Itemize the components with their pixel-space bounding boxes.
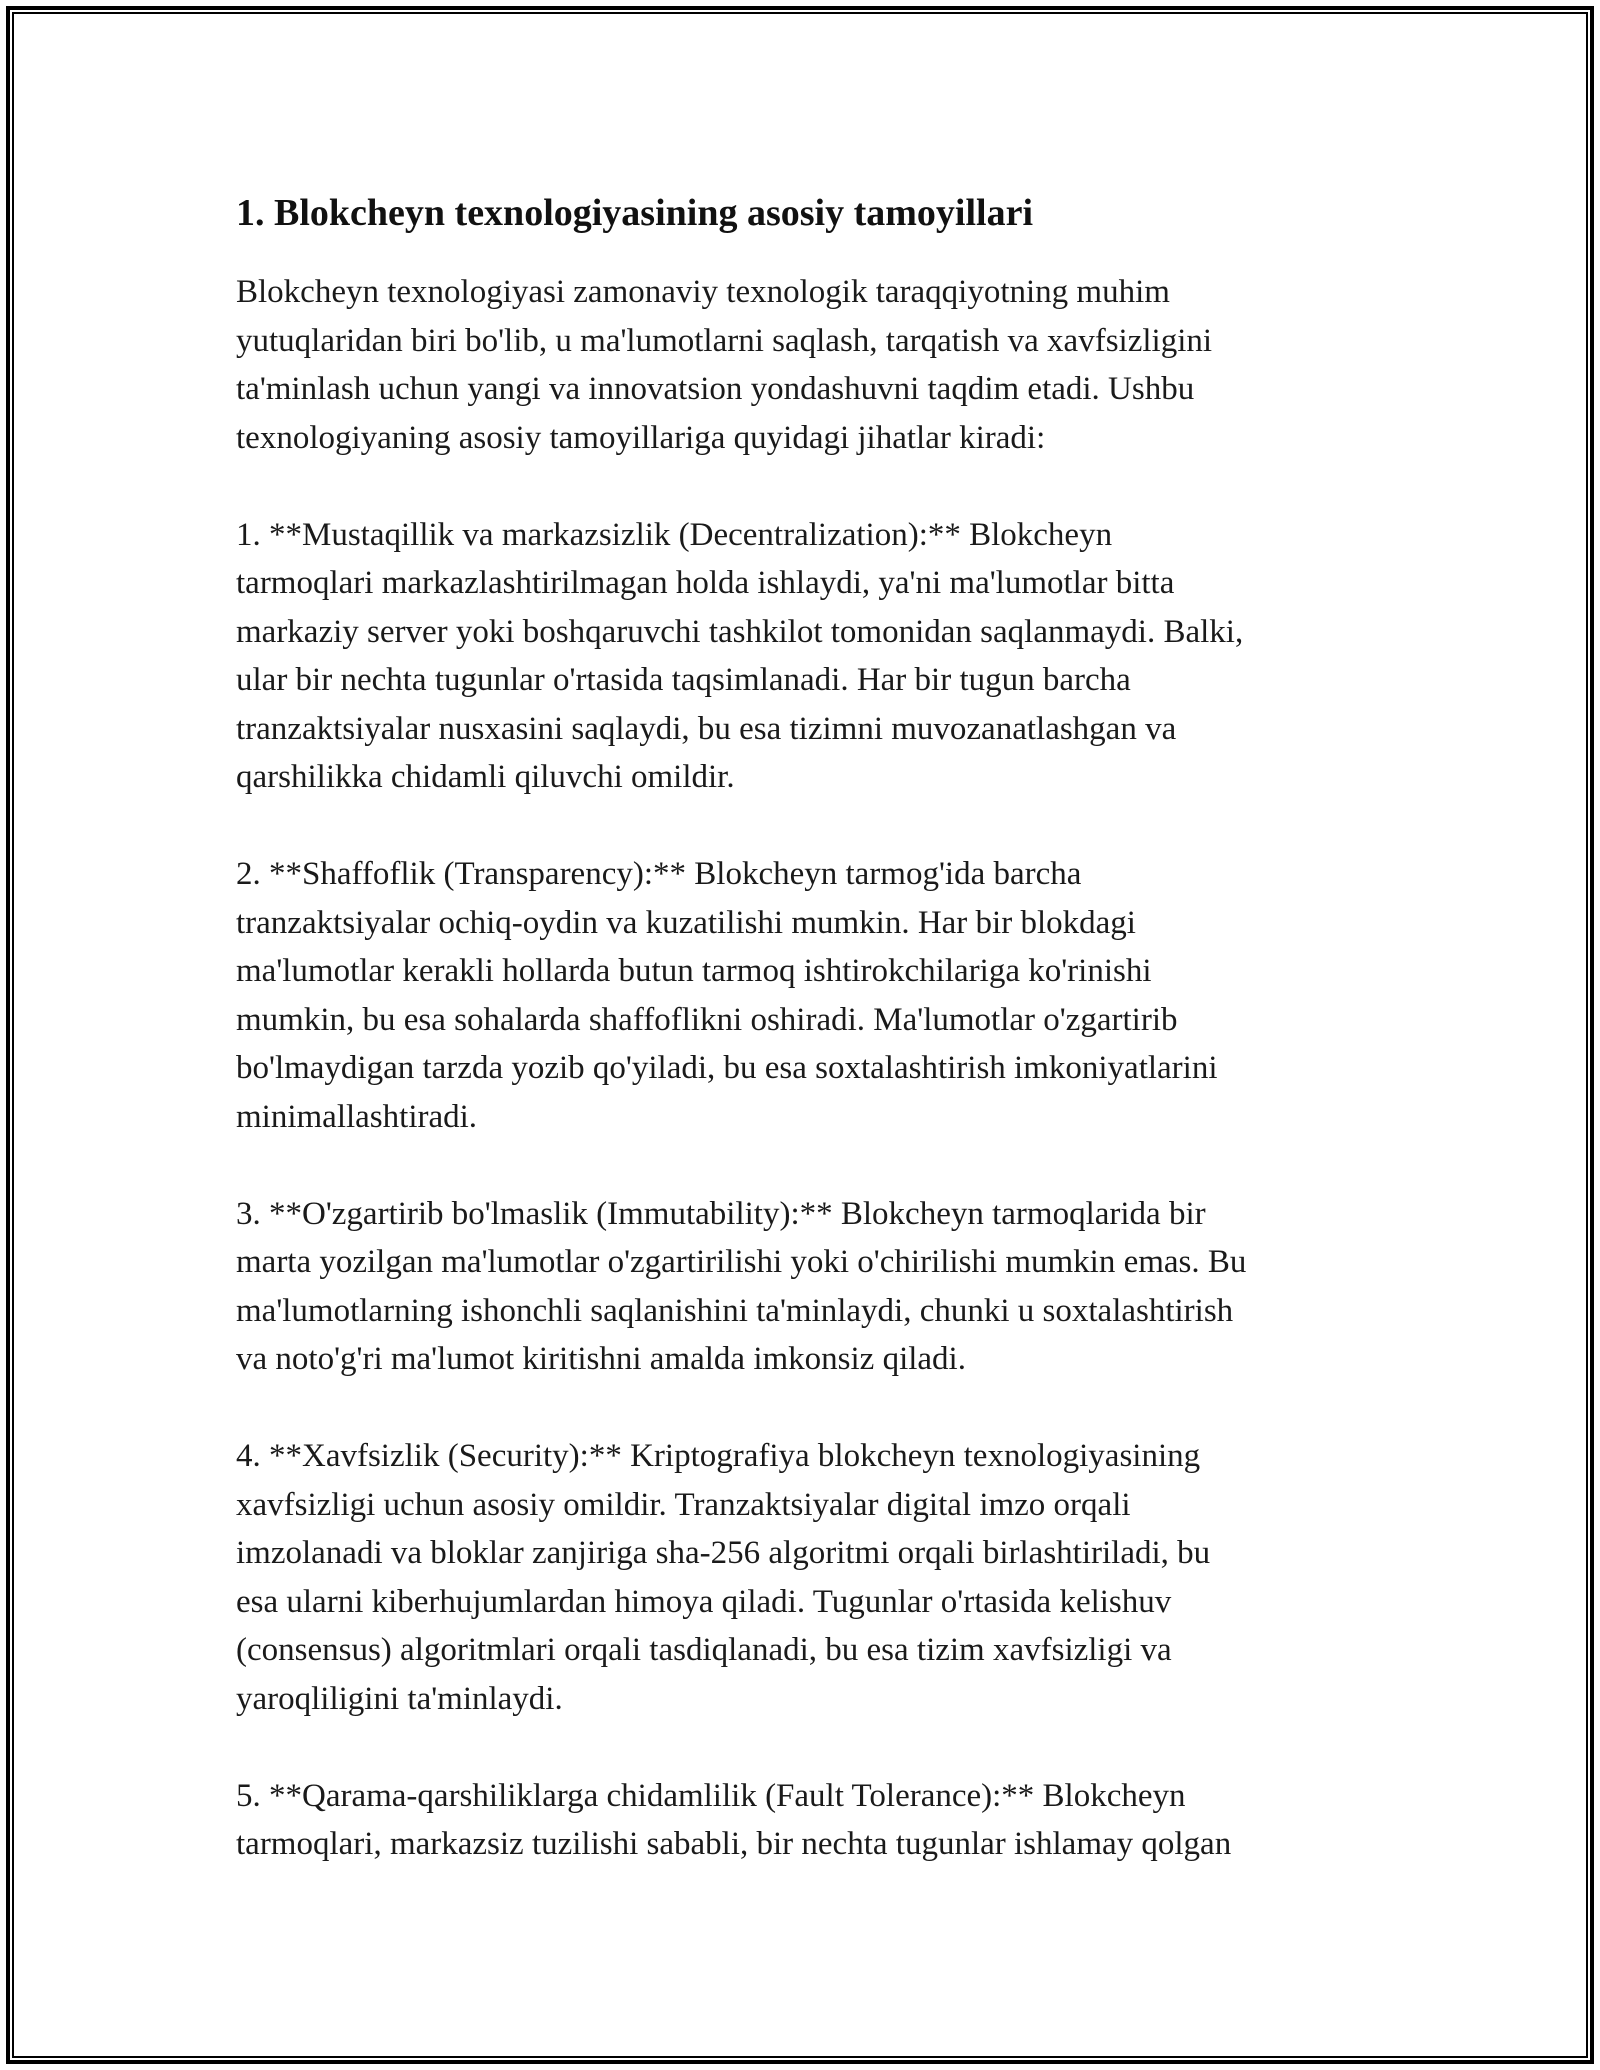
text-line: imzolanadi va bloklar zanjiriga sha-256 algoritmi orqali birlashtiriladi, bu	[236, 1535, 1211, 1571]
text-line: xavfsizligi uchun asosiy omildir. Tranzaktsiyalar digital imzo orqali	[236, 1486, 1131, 1523]
text-line: tarmoqlari markazlashtirilmagan holda ishlaydi, ya'ni ma'lumotlar bitta	[236, 565, 1175, 601]
text-line: yutuqlaridan biri bo'lib, u ma'lumotlarni saqlash, tarqatish va xavfsizligini	[236, 322, 1213, 359]
paragraph-immutability	[236, 1190, 1366, 1384]
paragraph-transparency	[236, 850, 1366, 1141]
paragraph-decentralization	[236, 511, 1366, 802]
paragraph-intro	[236, 268, 1366, 462]
text-line: ma'lumotlar kerakli hollarda butun tarmoq ishtirokchilariga ko'rinishi	[236, 953, 1152, 989]
text-line: tranzaktsiyalar ochiq-oydin va kuzatilishi mumkin. Har bir blokdagi	[236, 904, 1136, 941]
text-line: ma'lumotlarning ishonchli saqlanishini ta'minlaydi, chunki u soxtalashtirish	[236, 1292, 1234, 1329]
text-line: tarmoqlari, markazsiz tuzilishi sababli, bir nechta tugunlar ishlamay qolgan	[236, 1826, 1232, 1862]
text-line: 3. **O'zgartirib bo'lmaslik (Immutability):** Blokcheyn tarmoqlarida bir	[236, 1195, 1206, 1232]
paragraph-security	[236, 1432, 1366, 1723]
text-line: bo'lmaydigan tarzda yozib qo'yiladi, bu esa soxtalashtirish imkoniyatlarini	[236, 1050, 1218, 1086]
paragraph-fault-tolerance	[236, 1772, 1366, 1869]
text-line: tranzaktsiyalar nusxasini saqlaydi, bu esa tizimni muvozanatlashgan va	[236, 710, 1177, 747]
text-line: 5. **Qarama-qarshiliklarga chidamlilik (Fault Tolerance):** Blokcheyn	[236, 1777, 1186, 1814]
text-line: 4. **Xavfsizlik (Security):** Kriptografiya blokcheyn texnologiyasining	[236, 1438, 1201, 1474]
text-line: minimallashtiradi.	[236, 1098, 478, 1135]
document-title: 1. Blokcheyn texnologiyasining asosiy tamoyillari	[236, 192, 1034, 234]
text-line: 1. **Mustaqillik va markazsizlik (Decentralization):** Blokcheyn	[236, 516, 1113, 553]
text-line: (consensus) algoritmlari orqali tasdiqlanadi, bu esa tizim xavfsizligi va	[236, 1632, 1172, 1668]
document-page	[236, 188, 1366, 1917]
text-line: ta'minlash uchun yangi va innovatsion yondashuvni taqdim etadi. Ushbu	[236, 371, 1195, 407]
text-line: 2. **Shaffoflik (Transparency):** Blokcheyn tarmog'ida barcha	[236, 856, 1082, 892]
text-line: qarshilikka chidamli qiluvchi omildir.	[236, 759, 735, 795]
text-line: markaziy server yoki boshqaruvchi tashkilot tomonidan saqlanmaydi. Balki,	[236, 613, 1244, 650]
text-line: va noto'g'ri ma'lumot kiritishni amalda imkonsiz qiladi.	[236, 1341, 966, 1377]
text-line: mumkin, bu esa sohalarda shaffoflikni oshiradi. Ma'lumotlar o'zgartirib	[236, 1001, 1178, 1038]
text-line: Blokcheyn texnologiyasi zamonaviy texnologik taraqqiyotning muhim	[236, 274, 1170, 310]
text-line: esa ularni kiberhujumlardan himoya qiladi. Tugunlar o'rtasida kelishuv	[236, 1583, 1172, 1620]
text-line: ular bir nechta tugunlar o'rtasida taqsimlanadi. Har bir tugun barcha	[236, 662, 1131, 698]
text-line: yaroqliligini ta'minlaydi.	[236, 1680, 563, 1717]
text-line: marta yozilgan ma'lumotlar o'zgartirilishi yoki o'chirilishi mumkin emas. Bu	[236, 1244, 1247, 1280]
text-line: texnologiyaning asosiy tamoyillariga quyidagi jihatlar kiradi:	[236, 419, 1046, 456]
